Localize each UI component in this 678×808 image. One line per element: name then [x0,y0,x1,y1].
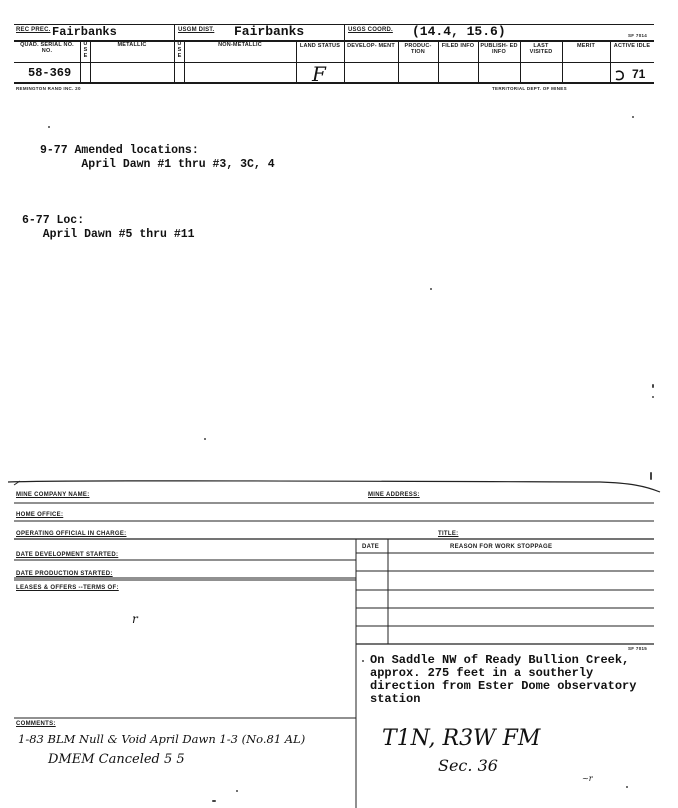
township-range: T1N, R3W FM [382,726,541,751]
territorial-imprint: TERRITORIAL DEPT. OF MINES [492,86,567,91]
date-column-label: DATE [362,544,380,550]
date-production-label: DATE PRODUCTION STARTED: [16,571,113,577]
ink-speck [652,396,654,398]
comments-label: COMMENTS: [16,721,56,727]
divider [562,40,563,82]
divider [610,40,611,82]
margin-mark: ~r [582,774,593,783]
ink-speck [632,116,634,118]
mine-company-name-label: MINE COMPANY NAME: [16,492,90,498]
entry-1-title: 9-77 Amended locations: [40,144,199,157]
section-number: Sec. 36 [438,756,498,775]
comment-line-1: 1-83 BLM Null & Void April Dawn 1-3 (No.81 AL) [18,732,306,746]
metallic-label: METALLIC [117,42,147,48]
divider [398,40,399,82]
active-idle-value: 71 [632,67,646,81]
last-visited-label: LAST VISITED [529,43,553,55]
usgs-coord-label: USGS COORD. [348,27,393,33]
divider [520,40,521,82]
quad-serial-label: QUAD. SERIAL NO. NO. [20,42,74,54]
usgs-coord-value: (14.4, 15.6) [412,24,506,39]
ink-speck [430,288,432,290]
header-grid [14,24,654,90]
header-mid-rule [14,62,654,63]
reason-column-label: REASON FOR WORK STOPPAGE [450,544,553,550]
ink-speck [626,786,628,788]
date-development-label: DATE DEVELOPMENT STARTED: [16,552,119,558]
divider [90,40,91,82]
filed-info-label: FILED INFO [441,43,475,49]
development-label: DEVELOP- MENT [347,43,395,49]
mine-address-label: MINE ADDRESS: [368,492,420,498]
entry-2-title: 6-77 Loc: [22,214,85,227]
rec-prec-label: REC PREC. [16,27,51,33]
divider [478,40,479,82]
divider [184,40,185,82]
use-label: U S E [177,41,182,59]
usgm-dist-value: Fairbanks [234,24,305,39]
leases-label: LEASES & OFFERS --TERMS OF: [16,585,119,591]
header-bottom-rule [14,82,654,84]
entry-1-detail: April Dawn #1 thru #3, 3C, 4 [40,158,275,171]
divider [344,24,345,82]
usgm-dist-label: USGM DIST. [178,27,215,33]
divider [438,40,439,82]
active-idle-label: ACTIVE IDLE [613,43,651,49]
divider [296,40,297,82]
location-description: On Saddle NW of Ready Bullion Creek, approx. 275 feet in a southerly direction from Ester Dome observatory station [370,653,637,706]
rec-prec-value: Fairbanks [52,25,117,39]
printer-imprint: REMINGTON RAND INC. 20 [16,86,81,91]
land-status-value: F [312,62,326,86]
ink-speck [236,790,238,792]
ink-speck [204,438,206,440]
home-office-label: HOME OFFICE: [16,512,64,518]
ink-speck [212,800,216,802]
non-metallic-label: NON-METALLIC [218,42,262,48]
title-label: TITLE: [438,531,459,537]
ink-speck [48,126,50,128]
check-mark-icon [614,68,630,82]
leases-mark: r [132,612,138,626]
serial-value: 58-369 [28,66,72,80]
merit-label: MERIT [576,43,596,49]
ink-speck [362,660,364,662]
ink-speck [652,384,654,388]
form-number-2: SF 7015 [628,646,648,651]
form-number: SF 7014 [628,33,648,38]
operating-official-label: OPERATING OFFICIAL IN CHARGE: [16,531,127,537]
comment-line-2: DMEM Canceled 5 5 [48,752,185,767]
published-info-label: PUBLISH- ED INFO [480,43,518,55]
use-label: U S E [83,41,88,59]
land-status-label: LAND STATUS [299,43,341,49]
entry-2-detail: April Dawn #5 thru #11 [22,228,195,241]
production-label: PRODUC- TION [404,43,432,55]
